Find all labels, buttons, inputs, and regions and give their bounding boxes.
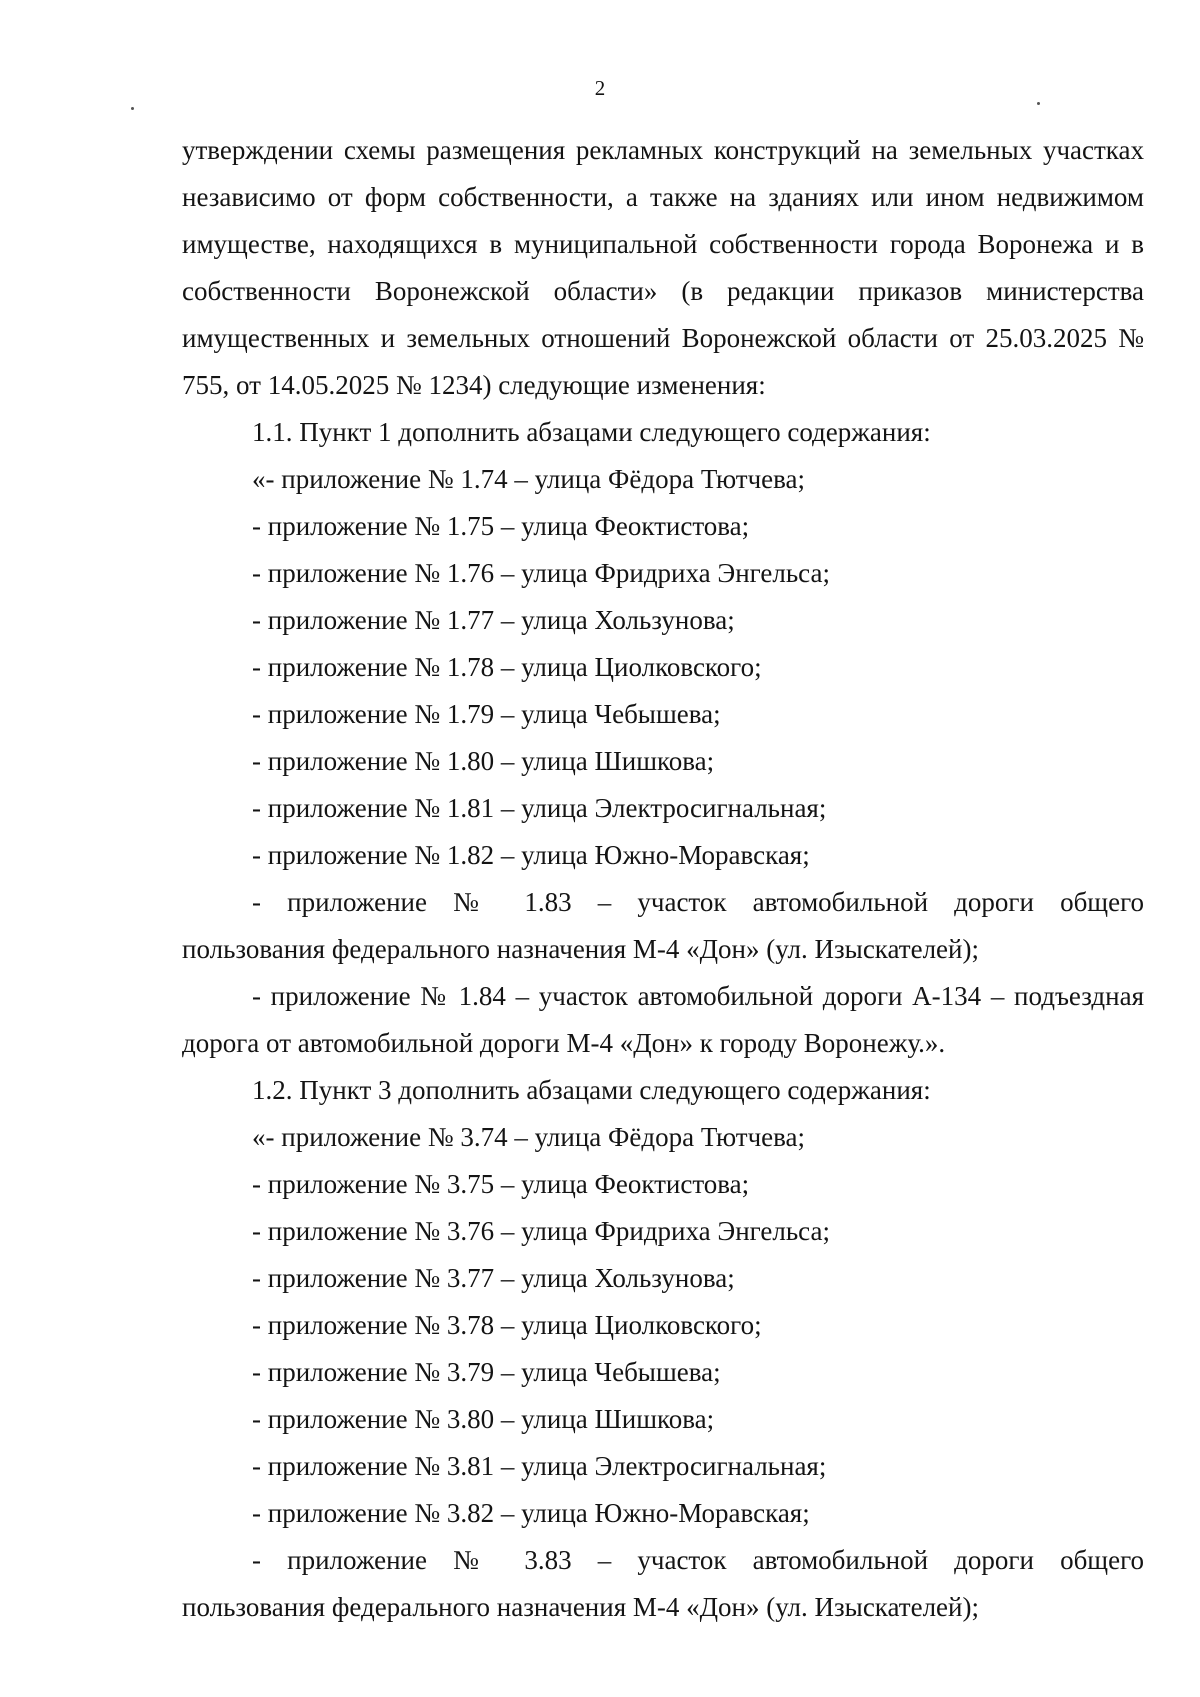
page-number: 2: [594, 76, 606, 100]
list-item-3-83-line1: - приложение № 3.83 – участок автомобильной дороги общего: [252, 1545, 1144, 1575]
list-item-1-83-line2: пользования федерального назначения М-4 «Дон» (ул. Изыскателей);: [182, 934, 979, 964]
list-item: - приложение № 3.75 – улица Феоктистова;: [252, 1169, 750, 1199]
list-item: - приложение № 1.76 – улица Фридриха Энгельса;: [252, 558, 830, 588]
list-item: - приложение № 3.79 – улица Чебышева;: [252, 1357, 721, 1387]
list-item: - приложение № 3.78 – улица Циолковского;: [252, 1310, 762, 1340]
scan-speck: [1037, 102, 1040, 105]
scan-speck: [131, 107, 134, 110]
list-item-1-84: - приложение № 1.84 – участок автомобильной дороги А-134 – подъездная дорога от автомобильной дороги М-4 «Дон» к городу Воронежу.».: [182, 981, 1144, 1058]
list-item: - приложение № 3.82 – улица Южно-Моравская;: [252, 1498, 810, 1528]
section-1-1-heading: 1.1. Пункт 1 дополнить абзацами следующего содержания:: [252, 417, 931, 447]
list-item-1-83-line1: - приложение № 1.83 – участок автомобильной дороги общего: [252, 887, 1144, 917]
document-body: [182, 127, 1144, 1631]
intro-paragraph: утверждении схемы размещения рекламных конструкций на земельных участках независимо от форм собственности, а также на зданиях или ином недвижимом имуществе, находящихся в муниципальной собственности города Воронежа и в собственности Воронежской области» (в редакции приказов министерства имущественных и земельных отношений Воронежской области от 25.03.2025 № 755, от 14.05.2025 № 1234) следующие изменения:: [182, 135, 1144, 400]
list-item: - приложение № 1.82 – улица Южно-Моравская;: [252, 840, 810, 870]
list-item: «- приложение № 1.74 – улица Фёдора Тютчева;: [252, 464, 806, 494]
list-item: - приложение № 1.75 – улица Феоктистова;: [252, 511, 750, 541]
list-item: - приложение № 3.81 – улица Электросигнальная;: [252, 1451, 827, 1481]
list-item: - приложение № 1.81 – улица Электросигнальная;: [252, 793, 827, 823]
list-item: - приложение № 1.77 – улица Хользунова;: [252, 605, 735, 635]
list-item: - приложение № 3.77 – улица Хользунова;: [252, 1263, 735, 1293]
list-item-3-83-line2: пользования федерального назначения М-4 «Дон» (ул. Изыскателей);: [182, 1592, 979, 1622]
list-item: «- приложение № 3.74 – улица Фёдора Тютчева;: [252, 1122, 806, 1152]
list-item: - приложение № 3.76 – улица Фридриха Энгельса;: [252, 1216, 830, 1246]
list-item: - приложение № 1.78 – улица Циолковского;: [252, 652, 762, 682]
section-1-2-heading: 1.2. Пункт 3 дополнить абзацами следующего содержания:: [252, 1075, 931, 1105]
list-item: - приложение № 3.80 – улица Шишкова;: [252, 1404, 715, 1434]
list-item: - приложение № 1.80 – улица Шишкова;: [252, 746, 715, 776]
list-item: - приложение № 1.79 – улица Чебышева;: [252, 699, 721, 729]
